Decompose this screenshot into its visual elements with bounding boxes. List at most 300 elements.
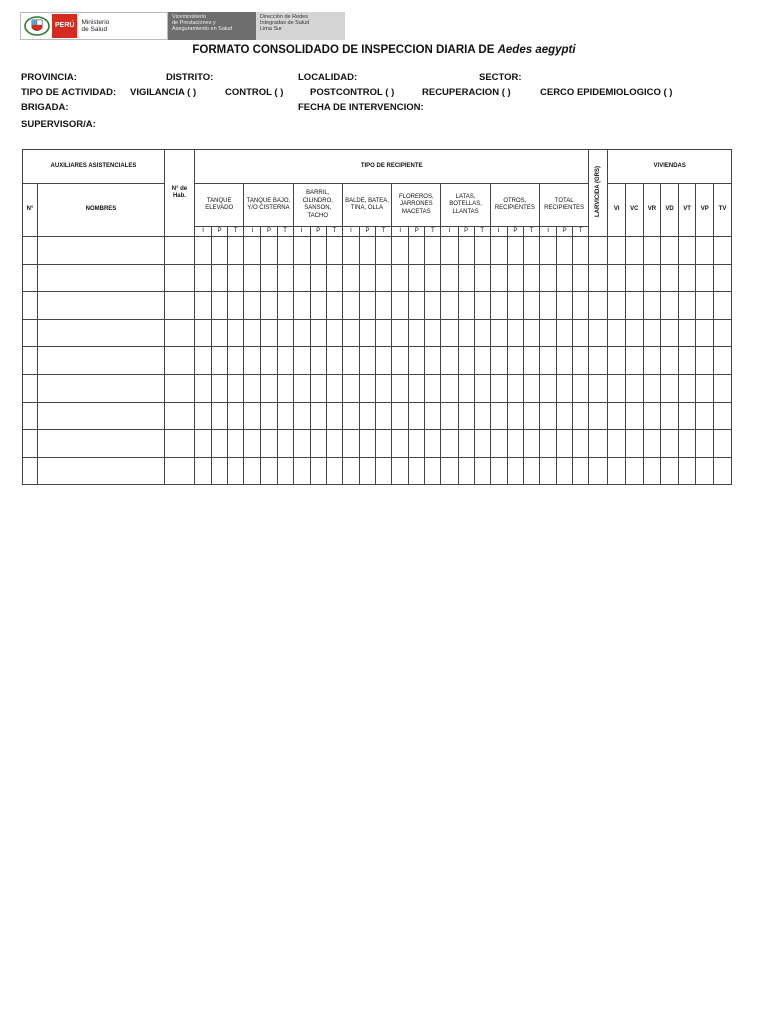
entry-cell[interactable] (540, 264, 557, 292)
entry-cell[interactable] (244, 457, 261, 485)
entry-cell[interactable] (523, 237, 539, 265)
entry-cell[interactable] (310, 457, 326, 485)
entry-cell[interactable] (696, 264, 714, 292)
entry-cell[interactable] (342, 347, 359, 375)
entry-cell[interactable] (458, 264, 474, 292)
entry-cell[interactable] (573, 319, 589, 347)
entry-cell[interactable] (458, 319, 474, 347)
entry-cell[interactable] (557, 237, 573, 265)
entry-cell[interactable] (409, 292, 425, 320)
entry-cell[interactable] (573, 347, 589, 375)
entry-cell[interactable] (23, 319, 38, 347)
entry-cell[interactable] (626, 237, 644, 265)
entry-cell[interactable] (490, 264, 507, 292)
entry-cell[interactable] (195, 347, 212, 375)
entry-cell[interactable] (523, 374, 539, 402)
entry-cell[interactable] (661, 374, 679, 402)
entry-cell[interactable] (38, 237, 165, 265)
entry-cell[interactable] (626, 347, 644, 375)
entry-cell[interactable] (425, 264, 441, 292)
entry-cell[interactable] (293, 402, 310, 430)
entry-cell[interactable] (678, 264, 696, 292)
entry-cell[interactable] (441, 347, 458, 375)
entry-cell[interactable] (293, 374, 310, 402)
entry-cell[interactable] (714, 374, 732, 402)
entry-cell[interactable] (540, 347, 557, 375)
entry-cell[interactable] (474, 374, 490, 402)
entry-cell[interactable] (293, 237, 310, 265)
entry-cell[interactable] (277, 374, 293, 402)
entry-cell[interactable] (277, 402, 293, 430)
entry-cell[interactable] (342, 237, 359, 265)
entry-cell[interactable] (244, 319, 261, 347)
entry-cell[interactable] (392, 237, 409, 265)
entry-cell[interactable] (540, 319, 557, 347)
entry-cell[interactable] (409, 457, 425, 485)
entry-cell[interactable] (714, 319, 732, 347)
entry-cell[interactable] (310, 402, 326, 430)
entry-cell[interactable] (195, 292, 212, 320)
entry-cell[interactable] (678, 374, 696, 402)
entry-cell[interactable] (643, 264, 661, 292)
entry-cell[interactable] (490, 319, 507, 347)
entry-cell[interactable] (490, 374, 507, 402)
entry-cell[interactable] (261, 402, 277, 430)
entry-cell[interactable] (392, 430, 409, 458)
entry-cell[interactable] (557, 347, 573, 375)
entry-cell[interactable] (38, 430, 165, 458)
entry-cell[interactable] (573, 264, 589, 292)
entry-cell[interactable] (441, 292, 458, 320)
entry-cell[interactable] (608, 457, 626, 485)
entry-cell[interactable] (626, 319, 644, 347)
entry-cell[interactable] (540, 374, 557, 402)
entry-cell[interactable] (212, 237, 228, 265)
entry-cell[interactable] (425, 347, 441, 375)
entry-cell[interactable] (164, 402, 194, 430)
entry-cell[interactable] (661, 237, 679, 265)
entry-cell[interactable] (359, 347, 375, 375)
entry-cell[interactable] (409, 319, 425, 347)
entry-cell[interactable] (376, 457, 392, 485)
entry-cell[interactable] (164, 430, 194, 458)
entry-cell[interactable] (310, 264, 326, 292)
entry-cell[interactable] (38, 457, 165, 485)
entry-cell[interactable] (228, 457, 244, 485)
entry-cell[interactable] (608, 402, 626, 430)
entry-cell[interactable] (277, 347, 293, 375)
entry-cell[interactable] (441, 319, 458, 347)
entry-cell[interactable] (228, 402, 244, 430)
entry-cell[interactable] (409, 430, 425, 458)
entry-cell[interactable] (425, 402, 441, 430)
entry-cell[interactable] (228, 264, 244, 292)
entry-cell[interactable] (696, 374, 714, 402)
entry-cell[interactable] (441, 430, 458, 458)
entry-cell[interactable] (359, 264, 375, 292)
entry-cell[interactable] (589, 374, 608, 402)
entry-cell[interactable] (474, 402, 490, 430)
entry-cell[interactable] (573, 292, 589, 320)
entry-cell[interactable] (608, 347, 626, 375)
entry-cell[interactable] (409, 402, 425, 430)
entry-cell[interactable] (326, 292, 342, 320)
entry-cell[interactable] (359, 292, 375, 320)
entry-cell[interactable] (441, 374, 458, 402)
entry-cell[interactable] (678, 347, 696, 375)
entry-cell[interactable] (277, 292, 293, 320)
entry-cell[interactable] (359, 402, 375, 430)
entry-cell[interactable] (392, 457, 409, 485)
entry-cell[interactable] (244, 430, 261, 458)
entry-cell[interactable] (195, 430, 212, 458)
entry-cell[interactable] (326, 347, 342, 375)
entry-cell[interactable] (212, 347, 228, 375)
entry-cell[interactable] (392, 292, 409, 320)
entry-cell[interactable] (441, 264, 458, 292)
entry-cell[interactable] (458, 374, 474, 402)
entry-cell[interactable] (392, 347, 409, 375)
entry-cell[interactable] (425, 319, 441, 347)
entry-cell[interactable] (626, 292, 644, 320)
entry-cell[interactable] (244, 237, 261, 265)
entry-cell[interactable] (573, 374, 589, 402)
entry-cell[interactable] (23, 237, 38, 265)
entry-cell[interactable] (164, 292, 194, 320)
entry-cell[interactable] (310, 319, 326, 347)
entry-cell[interactable] (474, 292, 490, 320)
entry-cell[interactable] (244, 264, 261, 292)
entry-cell[interactable] (557, 402, 573, 430)
entry-cell[interactable] (23, 292, 38, 320)
entry-cell[interactable] (425, 292, 441, 320)
entry-cell[interactable] (261, 457, 277, 485)
entry-cell[interactable] (661, 292, 679, 320)
entry-cell[interactable] (195, 237, 212, 265)
entry-cell[interactable] (589, 264, 608, 292)
entry-cell[interactable] (490, 347, 507, 375)
entry-cell[interactable] (359, 319, 375, 347)
entry-cell[interactable] (342, 430, 359, 458)
entry-cell[interactable] (626, 374, 644, 402)
entry-cell[interactable] (714, 457, 732, 485)
entry-cell[interactable] (507, 347, 523, 375)
entry-cell[interactable] (244, 347, 261, 375)
entry-cell[interactable] (557, 264, 573, 292)
entry-cell[interactable] (376, 237, 392, 265)
entry-cell[interactable] (425, 457, 441, 485)
entry-cell[interactable] (376, 319, 392, 347)
entry-cell[interactable] (696, 430, 714, 458)
entry-cell[interactable] (643, 374, 661, 402)
entry-cell[interactable] (661, 347, 679, 375)
entry-cell[interactable] (195, 264, 212, 292)
entry-cell[interactable] (573, 430, 589, 458)
entry-cell[interactable] (714, 430, 732, 458)
entry-cell[interactable] (342, 374, 359, 402)
entry-cell[interactable] (23, 430, 38, 458)
entry-cell[interactable] (589, 457, 608, 485)
entry-cell[interactable] (23, 402, 38, 430)
entry-cell[interactable] (228, 292, 244, 320)
entry-cell[interactable] (164, 319, 194, 347)
entry-cell[interactable] (523, 292, 539, 320)
entry-cell[interactable] (293, 430, 310, 458)
entry-cell[interactable] (38, 292, 165, 320)
entry-cell[interactable] (608, 374, 626, 402)
entry-cell[interactable] (376, 292, 392, 320)
entry-cell[interactable] (409, 237, 425, 265)
entry-cell[interactable] (540, 402, 557, 430)
entry-cell[interactable] (326, 237, 342, 265)
entry-cell[interactable] (557, 430, 573, 458)
entry-cell[interactable] (678, 430, 696, 458)
entry-cell[interactable] (540, 292, 557, 320)
entry-cell[interactable] (490, 430, 507, 458)
entry-cell[interactable] (228, 347, 244, 375)
entry-cell[interactable] (244, 292, 261, 320)
entry-cell[interactable] (458, 292, 474, 320)
entry-cell[interactable] (38, 264, 165, 292)
entry-cell[interactable] (359, 237, 375, 265)
entry-cell[interactable] (589, 402, 608, 430)
entry-cell[interactable] (643, 347, 661, 375)
entry-cell[interactable] (589, 319, 608, 347)
entry-cell[interactable] (23, 264, 38, 292)
entry-cell[interactable] (164, 264, 194, 292)
entry-cell[interactable] (540, 457, 557, 485)
entry-cell[interactable] (608, 264, 626, 292)
entry-cell[interactable] (474, 347, 490, 375)
entry-cell[interactable] (608, 292, 626, 320)
entry-cell[interactable] (714, 402, 732, 430)
entry-cell[interactable] (277, 430, 293, 458)
entry-cell[interactable] (425, 430, 441, 458)
entry-cell[interactable] (490, 457, 507, 485)
entry-cell[interactable] (359, 374, 375, 402)
entry-cell[interactable] (696, 457, 714, 485)
entry-cell[interactable] (310, 237, 326, 265)
entry-cell[interactable] (23, 347, 38, 375)
entry-cell[interactable] (342, 319, 359, 347)
entry-cell[interactable] (409, 264, 425, 292)
entry-cell[interactable] (228, 374, 244, 402)
entry-cell[interactable] (643, 237, 661, 265)
entry-cell[interactable] (678, 457, 696, 485)
entry-cell[interactable] (458, 457, 474, 485)
entry-cell[interactable] (714, 292, 732, 320)
entry-cell[interactable] (490, 237, 507, 265)
entry-cell[interactable] (490, 402, 507, 430)
entry-cell[interactable] (678, 292, 696, 320)
entry-cell[interactable] (523, 319, 539, 347)
entry-cell[interactable] (661, 457, 679, 485)
entry-cell[interactable] (557, 457, 573, 485)
entry-cell[interactable] (326, 319, 342, 347)
entry-cell[interactable] (310, 292, 326, 320)
entry-cell[interactable] (359, 430, 375, 458)
entry-cell[interactable] (228, 319, 244, 347)
entry-cell[interactable] (38, 402, 165, 430)
entry-cell[interactable] (608, 319, 626, 347)
entry-cell[interactable] (195, 319, 212, 347)
entry-cell[interactable] (441, 457, 458, 485)
entry-cell[interactable] (714, 347, 732, 375)
entry-cell[interactable] (277, 319, 293, 347)
entry-cell[interactable] (277, 457, 293, 485)
entry-cell[interactable] (643, 402, 661, 430)
entry-cell[interactable] (164, 457, 194, 485)
entry-cell[interactable] (261, 292, 277, 320)
entry-cell[interactable] (359, 457, 375, 485)
entry-cell[interactable] (573, 402, 589, 430)
entry-cell[interactable] (310, 347, 326, 375)
entry-cell[interactable] (261, 237, 277, 265)
entry-cell[interactable] (376, 264, 392, 292)
entry-cell[interactable] (293, 347, 310, 375)
entry-cell[interactable] (38, 347, 165, 375)
entry-cell[interactable] (212, 457, 228, 485)
entry-cell[interactable] (696, 292, 714, 320)
entry-cell[interactable] (409, 374, 425, 402)
entry-cell[interactable] (678, 237, 696, 265)
entry-cell[interactable] (326, 402, 342, 430)
entry-cell[interactable] (589, 430, 608, 458)
entry-cell[interactable] (376, 402, 392, 430)
entry-cell[interactable] (326, 457, 342, 485)
entry-cell[interactable] (557, 319, 573, 347)
entry-cell[interactable] (474, 430, 490, 458)
entry-cell[interactable] (195, 374, 212, 402)
entry-cell[interactable] (392, 402, 409, 430)
entry-cell[interactable] (441, 237, 458, 265)
entry-cell[interactable] (507, 457, 523, 485)
entry-cell[interactable] (409, 347, 425, 375)
entry-cell[interactable] (244, 374, 261, 402)
entry-cell[interactable] (557, 292, 573, 320)
entry-cell[interactable] (573, 237, 589, 265)
entry-cell[interactable] (523, 264, 539, 292)
entry-cell[interactable] (228, 430, 244, 458)
entry-cell[interactable] (507, 292, 523, 320)
entry-cell[interactable] (441, 402, 458, 430)
entry-cell[interactable] (458, 347, 474, 375)
entry-cell[interactable] (261, 264, 277, 292)
entry-cell[interactable] (608, 430, 626, 458)
entry-cell[interactable] (425, 374, 441, 402)
entry-cell[interactable] (573, 457, 589, 485)
entry-cell[interactable] (326, 374, 342, 402)
entry-cell[interactable] (277, 264, 293, 292)
entry-cell[interactable] (523, 430, 539, 458)
entry-cell[interactable] (696, 347, 714, 375)
entry-cell[interactable] (626, 264, 644, 292)
entry-cell[interactable] (458, 402, 474, 430)
entry-cell[interactable] (507, 402, 523, 430)
entry-cell[interactable] (212, 292, 228, 320)
entry-cell[interactable] (696, 319, 714, 347)
entry-cell[interactable] (507, 374, 523, 402)
entry-cell[interactable] (589, 347, 608, 375)
entry-cell[interactable] (661, 319, 679, 347)
entry-cell[interactable] (212, 319, 228, 347)
entry-cell[interactable] (376, 374, 392, 402)
entry-cell[interactable] (643, 319, 661, 347)
entry-cell[interactable] (714, 264, 732, 292)
entry-cell[interactable] (523, 347, 539, 375)
entry-cell[interactable] (474, 457, 490, 485)
entry-cell[interactable] (293, 264, 310, 292)
entry-cell[interactable] (643, 292, 661, 320)
entry-cell[interactable] (244, 402, 261, 430)
entry-cell[interactable] (458, 430, 474, 458)
entry-cell[interactable] (458, 237, 474, 265)
entry-cell[interactable] (38, 319, 165, 347)
entry-cell[interactable] (608, 237, 626, 265)
entry-cell[interactable] (38, 374, 165, 402)
entry-cell[interactable] (342, 264, 359, 292)
entry-cell[interactable] (678, 402, 696, 430)
entry-cell[interactable] (261, 347, 277, 375)
entry-cell[interactable] (261, 319, 277, 347)
entry-cell[interactable] (507, 430, 523, 458)
entry-cell[interactable] (474, 319, 490, 347)
entry-cell[interactable] (195, 402, 212, 430)
entry-cell[interactable] (540, 430, 557, 458)
entry-cell[interactable] (164, 237, 194, 265)
entry-cell[interactable] (376, 347, 392, 375)
entry-cell[interactable] (540, 237, 557, 265)
entry-cell[interactable] (293, 292, 310, 320)
entry-cell[interactable] (661, 264, 679, 292)
entry-cell[interactable] (212, 264, 228, 292)
entry-cell[interactable] (474, 264, 490, 292)
entry-cell[interactable] (326, 430, 342, 458)
entry-cell[interactable] (696, 237, 714, 265)
entry-cell[interactable] (293, 319, 310, 347)
entry-cell[interactable] (507, 237, 523, 265)
entry-cell[interactable] (626, 402, 644, 430)
entry-cell[interactable] (261, 430, 277, 458)
entry-cell[interactable] (277, 237, 293, 265)
entry-cell[interactable] (392, 374, 409, 402)
entry-cell[interactable] (523, 402, 539, 430)
entry-cell[interactable] (310, 430, 326, 458)
entry-cell[interactable] (589, 292, 608, 320)
entry-cell[interactable] (212, 430, 228, 458)
entry-cell[interactable] (626, 430, 644, 458)
entry-cell[interactable] (212, 402, 228, 430)
entry-cell[interactable] (714, 237, 732, 265)
entry-cell[interactable] (342, 457, 359, 485)
entry-cell[interactable] (507, 264, 523, 292)
entry-cell[interactable] (164, 374, 194, 402)
entry-cell[interactable] (425, 237, 441, 265)
entry-cell[interactable] (376, 430, 392, 458)
entry-cell[interactable] (696, 402, 714, 430)
entry-cell[interactable] (164, 347, 194, 375)
entry-cell[interactable] (643, 457, 661, 485)
entry-cell[interactable] (474, 237, 490, 265)
entry-cell[interactable] (212, 374, 228, 402)
entry-cell[interactable] (661, 402, 679, 430)
entry-cell[interactable] (392, 319, 409, 347)
entry-cell[interactable] (523, 457, 539, 485)
entry-cell[interactable] (490, 292, 507, 320)
entry-cell[interactable] (342, 292, 359, 320)
entry-cell[interactable] (342, 402, 359, 430)
entry-cell[interactable] (626, 457, 644, 485)
